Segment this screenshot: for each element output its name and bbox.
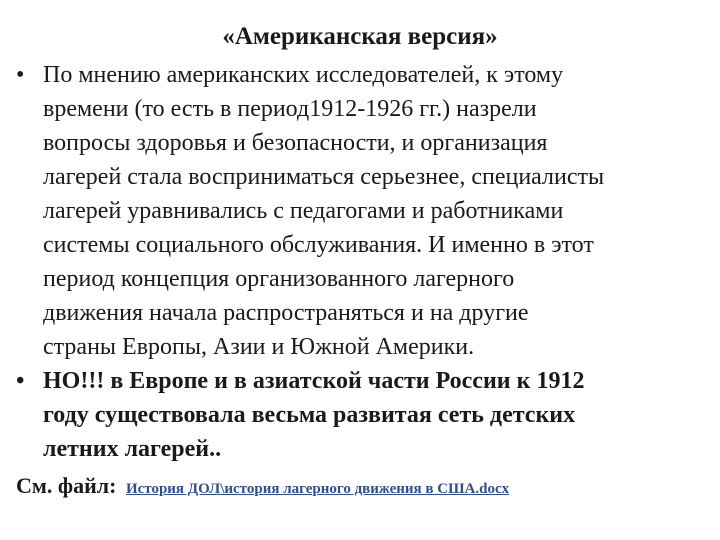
text-line: страны Европы, Азии и Южной Америки. (43, 334, 475, 360)
bullet-list (0, 58, 720, 466)
file-link[interactable]: История ДОЛ\история лагерного движения в США.docx (125, 481, 510, 497)
text-line: году существовала весьма развитая сеть детских (43, 402, 576, 428)
text-line: времени (то есть в период1912-1926 гг.) назрели (43, 96, 537, 122)
text-line: системы социального обслуживания. И именно в этот (43, 232, 594, 258)
text-line: лагерей стала восприниматься серьезнее, специалисты (43, 164, 605, 190)
text-line: лагерей уравнивались с педагогами и работниками (43, 198, 564, 224)
text-line: летних лагерей.. (43, 436, 222, 462)
bullet-marker: • (16, 62, 25, 88)
text-line: вопросы здоровья и безопасности, и организация (43, 130, 548, 156)
slide-title: «Американская версия» (222, 23, 498, 50)
text-line: движения начала распространяться и на другие (43, 300, 529, 326)
see-file-row (16, 472, 509, 503)
text-line: По мнению американских исследователей, к этому (43, 62, 564, 88)
text-line: НО!!! в Европе и в азиатской части России к 1912 (43, 368, 585, 394)
text-line: период концепция организованного лагерного (43, 266, 515, 292)
bullet-item-emphasis (0, 364, 720, 466)
bullet-item (0, 58, 720, 364)
bullet-marker: • (16, 368, 25, 394)
see-file-label: См. файл: (16, 473, 117, 498)
